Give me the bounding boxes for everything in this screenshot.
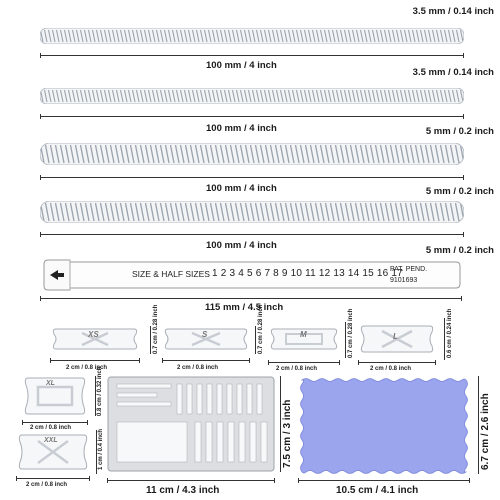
guard-s-size: S — [202, 330, 208, 339]
sizer-patent-number: 9101693 — [390, 277, 418, 284]
adjuster-2-length: 100 mm / 4 inch — [206, 123, 277, 134]
sizer-thickness: 5 mm / 0.2 inch — [425, 245, 494, 256]
guard-xl-width: 2 cm / 0.8 inch — [30, 425, 72, 431]
adjuster-3-diameter: 5 mm / 0.2 inch — [425, 126, 494, 137]
guard-m-width-line — [268, 362, 340, 363]
stencil-shape — [107, 376, 275, 472]
spring-coil-1 — [40, 28, 464, 44]
guard-xxl-width-line — [16, 478, 90, 479]
guard-xs-width-line — [50, 360, 140, 361]
sizer-label: SIZE & HALF SIZES — [132, 269, 210, 279]
adjuster-3-length: 100 mm / 4 inch — [206, 183, 277, 194]
cloth-height: 6.7 cm / 2.6 inch — [480, 393, 491, 470]
cloth-width: 10.5 cm / 4.1 inch — [336, 485, 419, 496]
length-line-1 — [40, 55, 464, 56]
cloth-height-line — [478, 376, 479, 474]
guard-s-height-line — [255, 326, 256, 354]
guard-xl-height: 0.8 cm / 0.32 inch — [97, 366, 103, 416]
guard-m-height: 0.7 cm / 0.28 inch — [348, 308, 354, 358]
guard-s-width-line — [162, 360, 250, 361]
adjuster-4-length: 100 mm / 4 inch — [206, 240, 277, 251]
guard-s-width: 2 cm / 0.8 inch — [177, 365, 219, 371]
guard-xs-width: 2 cm / 0.8 inch — [66, 365, 108, 371]
spring-coil-3 — [40, 143, 464, 165]
guard-l-height-line — [444, 318, 445, 360]
guard-xl-width-line — [22, 422, 88, 423]
cloth-fill — [301, 379, 468, 474]
guard-xs-size: XS — [88, 330, 99, 339]
stencil-height: 7.5 cm / 3 inch — [282, 399, 293, 468]
guard-s-height: 0.7 cm / 0.28 inch — [258, 304, 264, 354]
guard-xxl-width: 2 cm / 0.8 inch — [26, 482, 68, 488]
guard-xl-size: XL — [46, 380, 55, 387]
adjuster-4-diameter: 5 mm / 0.2 inch — [425, 186, 494, 197]
length-line-2 — [40, 116, 464, 117]
guard-xl-height-line — [95, 376, 96, 416]
length-line-3 — [40, 177, 464, 178]
adjuster-1-length: 100 mm / 4 inch — [206, 60, 277, 71]
cloth-shape — [298, 376, 470, 476]
spring-coil-4 — [40, 201, 464, 223]
stencil-height-line — [280, 376, 281, 472]
sizer-patent: PAT. PEND. — [390, 266, 428, 273]
guard-l-height: 0.6 cm / 0.24 inch — [447, 308, 453, 358]
guard-l-size: L — [393, 332, 398, 341]
stencil-width-line — [107, 480, 275, 481]
guard-xl-shape — [22, 375, 88, 417]
stencil-width: 11 cm / 4.3 inch — [146, 485, 220, 496]
spring-coil-2 — [40, 88, 464, 104]
cloth-width-line — [298, 480, 470, 481]
guard-xxl-height-line — [96, 430, 97, 474]
sizer-length: 115 mm / 4.5 inch — [205, 302, 284, 313]
length-line-4 — [40, 234, 464, 235]
sizer-length-line — [40, 298, 462, 299]
guard-xs-height-line — [150, 326, 151, 354]
adjuster-1-diameter: 3.5 mm / 0.14 inch — [412, 6, 494, 17]
adjuster-2-diameter: 3.5 mm / 0.14 inch — [412, 67, 494, 78]
guard-m-size: M — [300, 330, 307, 339]
guard-l-width: 2 cm / 0.8 inch — [370, 366, 412, 372]
guard-xs-height: 0.7 cm / 0.28 inch — [153, 304, 159, 354]
guard-xxl-size: XXL — [44, 437, 58, 444]
guard-m-width: 2 cm / 0.8 inch — [276, 366, 318, 372]
sizer-numbers: 1 2 3 4 5 6 7 8 9 10 11 12 13 14 15 16 17 — [212, 268, 403, 279]
guard-m-height-line — [345, 322, 346, 358]
guard-l-width-line — [358, 362, 436, 363]
guard-xxl-height: 1 cm / 0.4 inch — [98, 428, 104, 470]
